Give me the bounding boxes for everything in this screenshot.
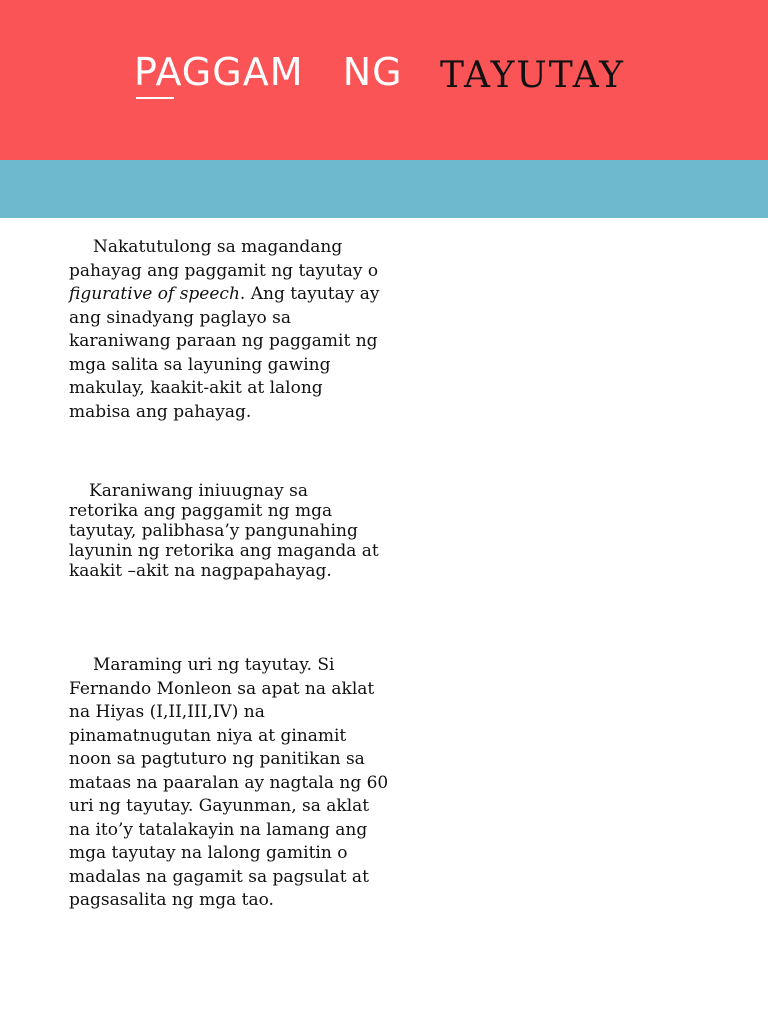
paragraph-2-text: Karaniwang iniuugnay sa retorika ang paggamit ng mga tayutay, palibhasa’y pangunahing layunin ng retorika ang maganda at kaakit –akit na nagpapahayag. (69, 481, 379, 581)
paragraph-1-text-after: . Ang tayutay ay ang sinadyang paglayo sa karaniwang paraan ng paggamit ng mga salita sa layuning gawing makulay, kaakit-akit at lalong mabisa ang pahayag. (69, 284, 380, 422)
paragraph-1-italic-term: figurative of speech (69, 284, 240, 304)
title-part-1: PAGGAM NG (134, 50, 403, 94)
paragraph-1-text-before: Nakatutulong sa magandang pahayag ang paggamit ng tayutay o (69, 237, 379, 281)
paragraph-3 (69, 654, 389, 913)
paragraph-1 (69, 236, 389, 424)
accent-band (0, 160, 768, 218)
title-underline (136, 97, 174, 99)
paragraph-3-text: Maraming uri ng tayutay. Si Fernando Monleon sa apat na aklat na Hiyas (I,II,III,IV) na pinamatnugutan niya at ginamit noon sa pagtuturo ng panitikan sa mataas na paaralan ay nagtala ng 60 uri ng tayutay. Gayunman, sa aklat na ito’y tatalakayin na lamang ang mga tayutay na lalong gamitin o madalas na gagamit sa pagsulat at pagsasalita ng mga tao. (69, 655, 389, 910)
paragraph-2 (69, 481, 379, 581)
title-part-2: TAYUTAY (440, 55, 626, 96)
